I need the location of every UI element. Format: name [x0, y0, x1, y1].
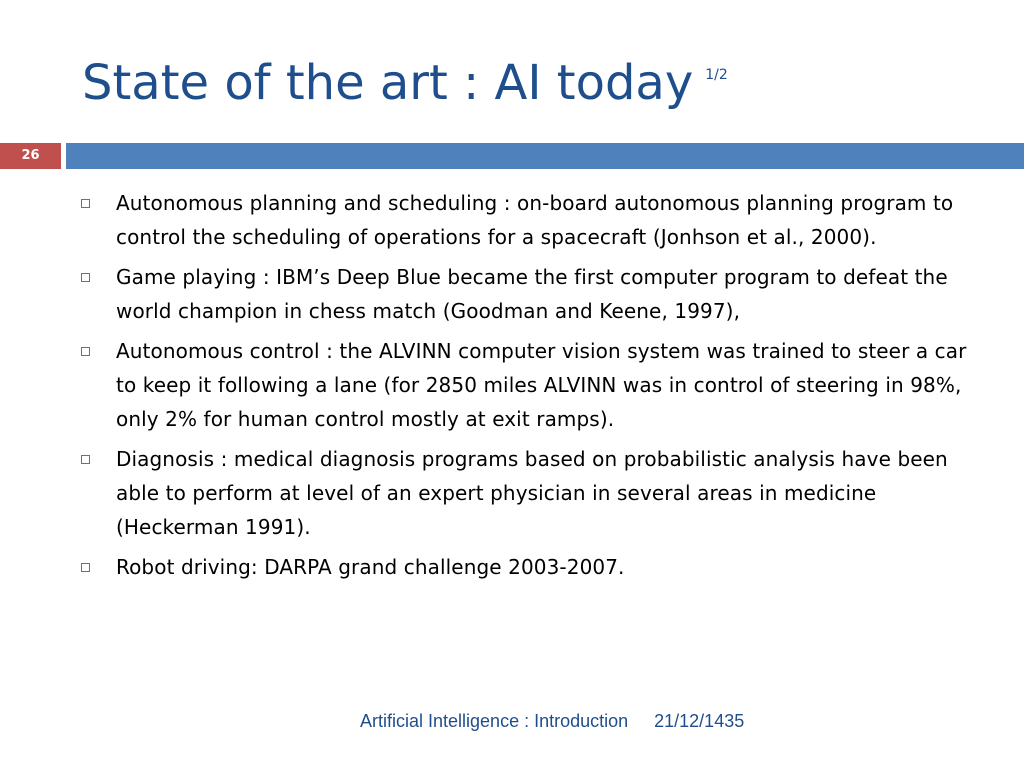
slide-footer	[360, 709, 744, 733]
slide-title-page: 1/2	[705, 67, 728, 83]
bullet-item	[80, 186, 990, 254]
footer-date: 21/12/1435	[654, 711, 745, 731]
header-bar	[66, 143, 1024, 169]
bullet-text: Diagnosis : medical diagnosis programs based on probabilistic analysis have been able to perform at level of an expert physician in several areas in medicine (Heckerman 1991).	[116, 447, 948, 539]
bullet-text: Robot driving: DARPA grand challenge 2003-2007.	[116, 555, 625, 579]
square-bullet-icon	[81, 563, 90, 572]
bullet-text: Game playing : IBM’s Deep Blue became the first computer program to defeat the world champion in chess match (Goodman and Keene, 1997),	[116, 265, 948, 323]
square-bullet-icon	[81, 347, 90, 356]
square-bullet-icon	[81, 455, 90, 464]
bullet-item	[80, 442, 990, 544]
square-bullet-icon	[81, 273, 90, 282]
bullet-item	[80, 550, 990, 584]
bullet-item	[80, 334, 990, 436]
bullet-text: Autonomous planning and scheduling : on-board autonomous planning program to control the scheduling of operations for a spacecraft (Jonhson et al., 2000).	[116, 191, 954, 249]
bullet-list	[80, 186, 990, 590]
square-bullet-icon	[81, 199, 90, 208]
bullet-text: Autonomous control : the ALVINN computer vision system was trained to steer a car to keep it following a lane (for 2850 miles ALVINN was in control of steering in 98%, only 2% for human control mostly at exit ramps).	[116, 339, 967, 431]
slide-title-text: State of the art : AI today	[82, 55, 694, 111]
footer-course: Artificial Intelligence : Introduction	[360, 711, 629, 731]
slide-number: 26	[0, 143, 61, 169]
bullet-item	[80, 260, 990, 328]
slide-title	[82, 50, 728, 128]
